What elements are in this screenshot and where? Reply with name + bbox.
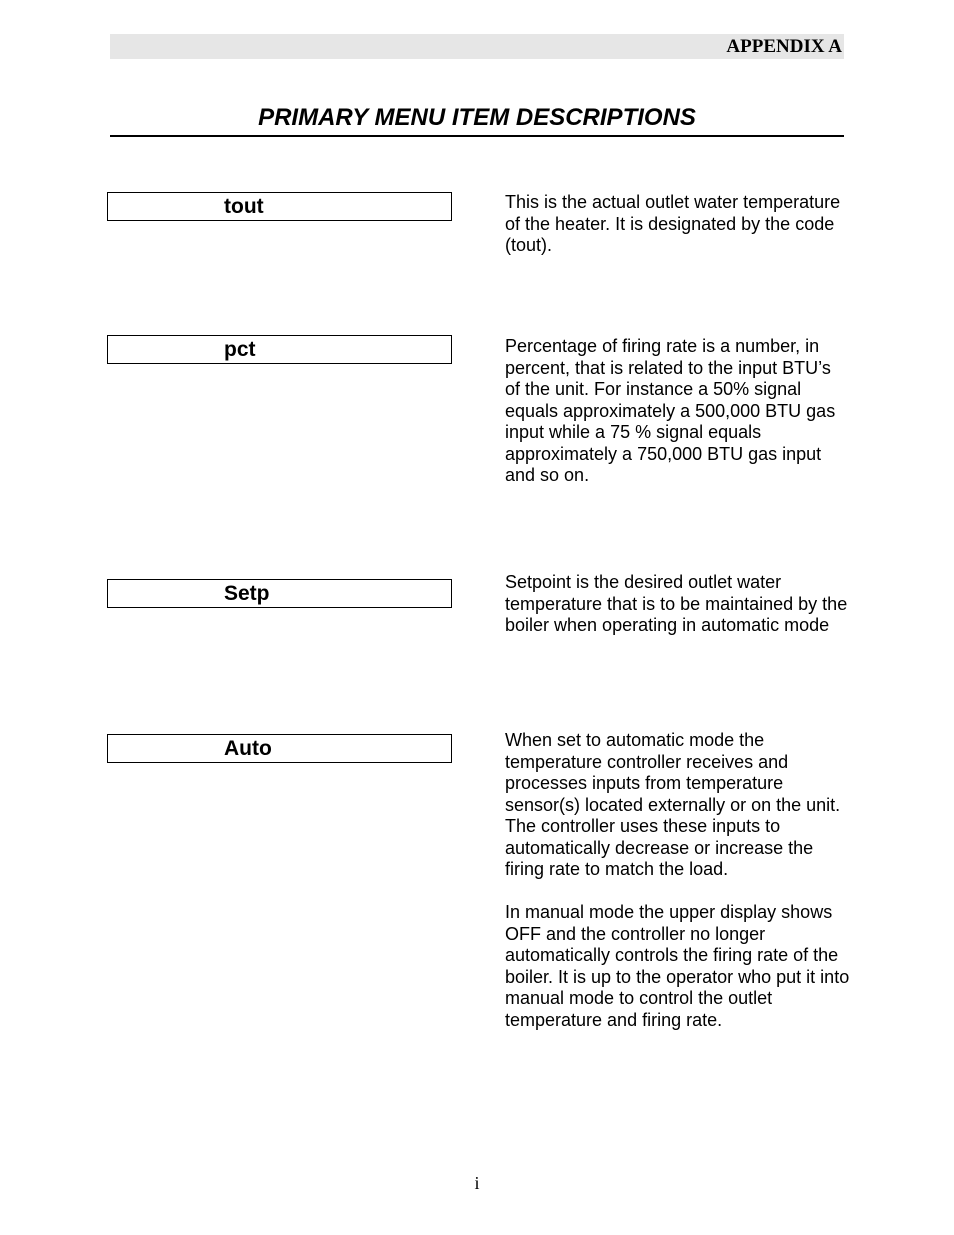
description-paragraph: This is the actual outlet water temperature of the heater. It is designated by the code (tout).: [505, 192, 841, 255]
menu-item-label: pct: [224, 338, 256, 361]
menu-item-label: Auto: [224, 737, 272, 760]
menu-item-box-auto: [107, 734, 452, 763]
menu-item-box-pct: [107, 335, 452, 364]
menu-item-description-tout: [505, 192, 850, 257]
menu-item-description-setp: [505, 572, 850, 637]
title-underline: [110, 135, 844, 137]
appendix-label: APPENDIX A: [726, 36, 842, 57]
menu-item-box-tout: [107, 192, 452, 221]
menu-item-description-pct: [505, 336, 850, 487]
menu-item-description-auto: [505, 730, 850, 1031]
menu-item-label: tout: [224, 195, 264, 218]
description-paragraph: Percentage of firing rate is a number, in percent, that is related to the input BTU’s of the unit. For instance a 50% signal equals approximately a 500,000 BTU gas input while a 75 % signal equals approximately a 750,000 BTU gas input and so on.: [505, 336, 836, 485]
page-number: i: [474, 1173, 480, 1193]
page-title: PRIMARY MENU ITEM DESCRIPTIONS: [258, 104, 696, 131]
menu-item-label: Setp: [224, 582, 270, 605]
description-paragraph: When set to automatic mode the temperature controller receives and processes inputs from temperature sensor(s) located externally or on the unit. The controller uses these inputs to automatically decrease or increase the firing rate to match the load.: [505, 730, 841, 879]
menu-item-box-setp: [107, 579, 452, 608]
description-paragraph: In manual mode the upper display shows OFF and the controller no longer automatically controls the firing rate of the boiler. It is up to the operator who put it into manual mode to control the outlet temperature and firing rate.: [505, 902, 850, 1030]
description-paragraph: Setpoint is the desired outlet water temperature that is to be maintained by the boiler when operating in automatic mode: [505, 572, 848, 635]
